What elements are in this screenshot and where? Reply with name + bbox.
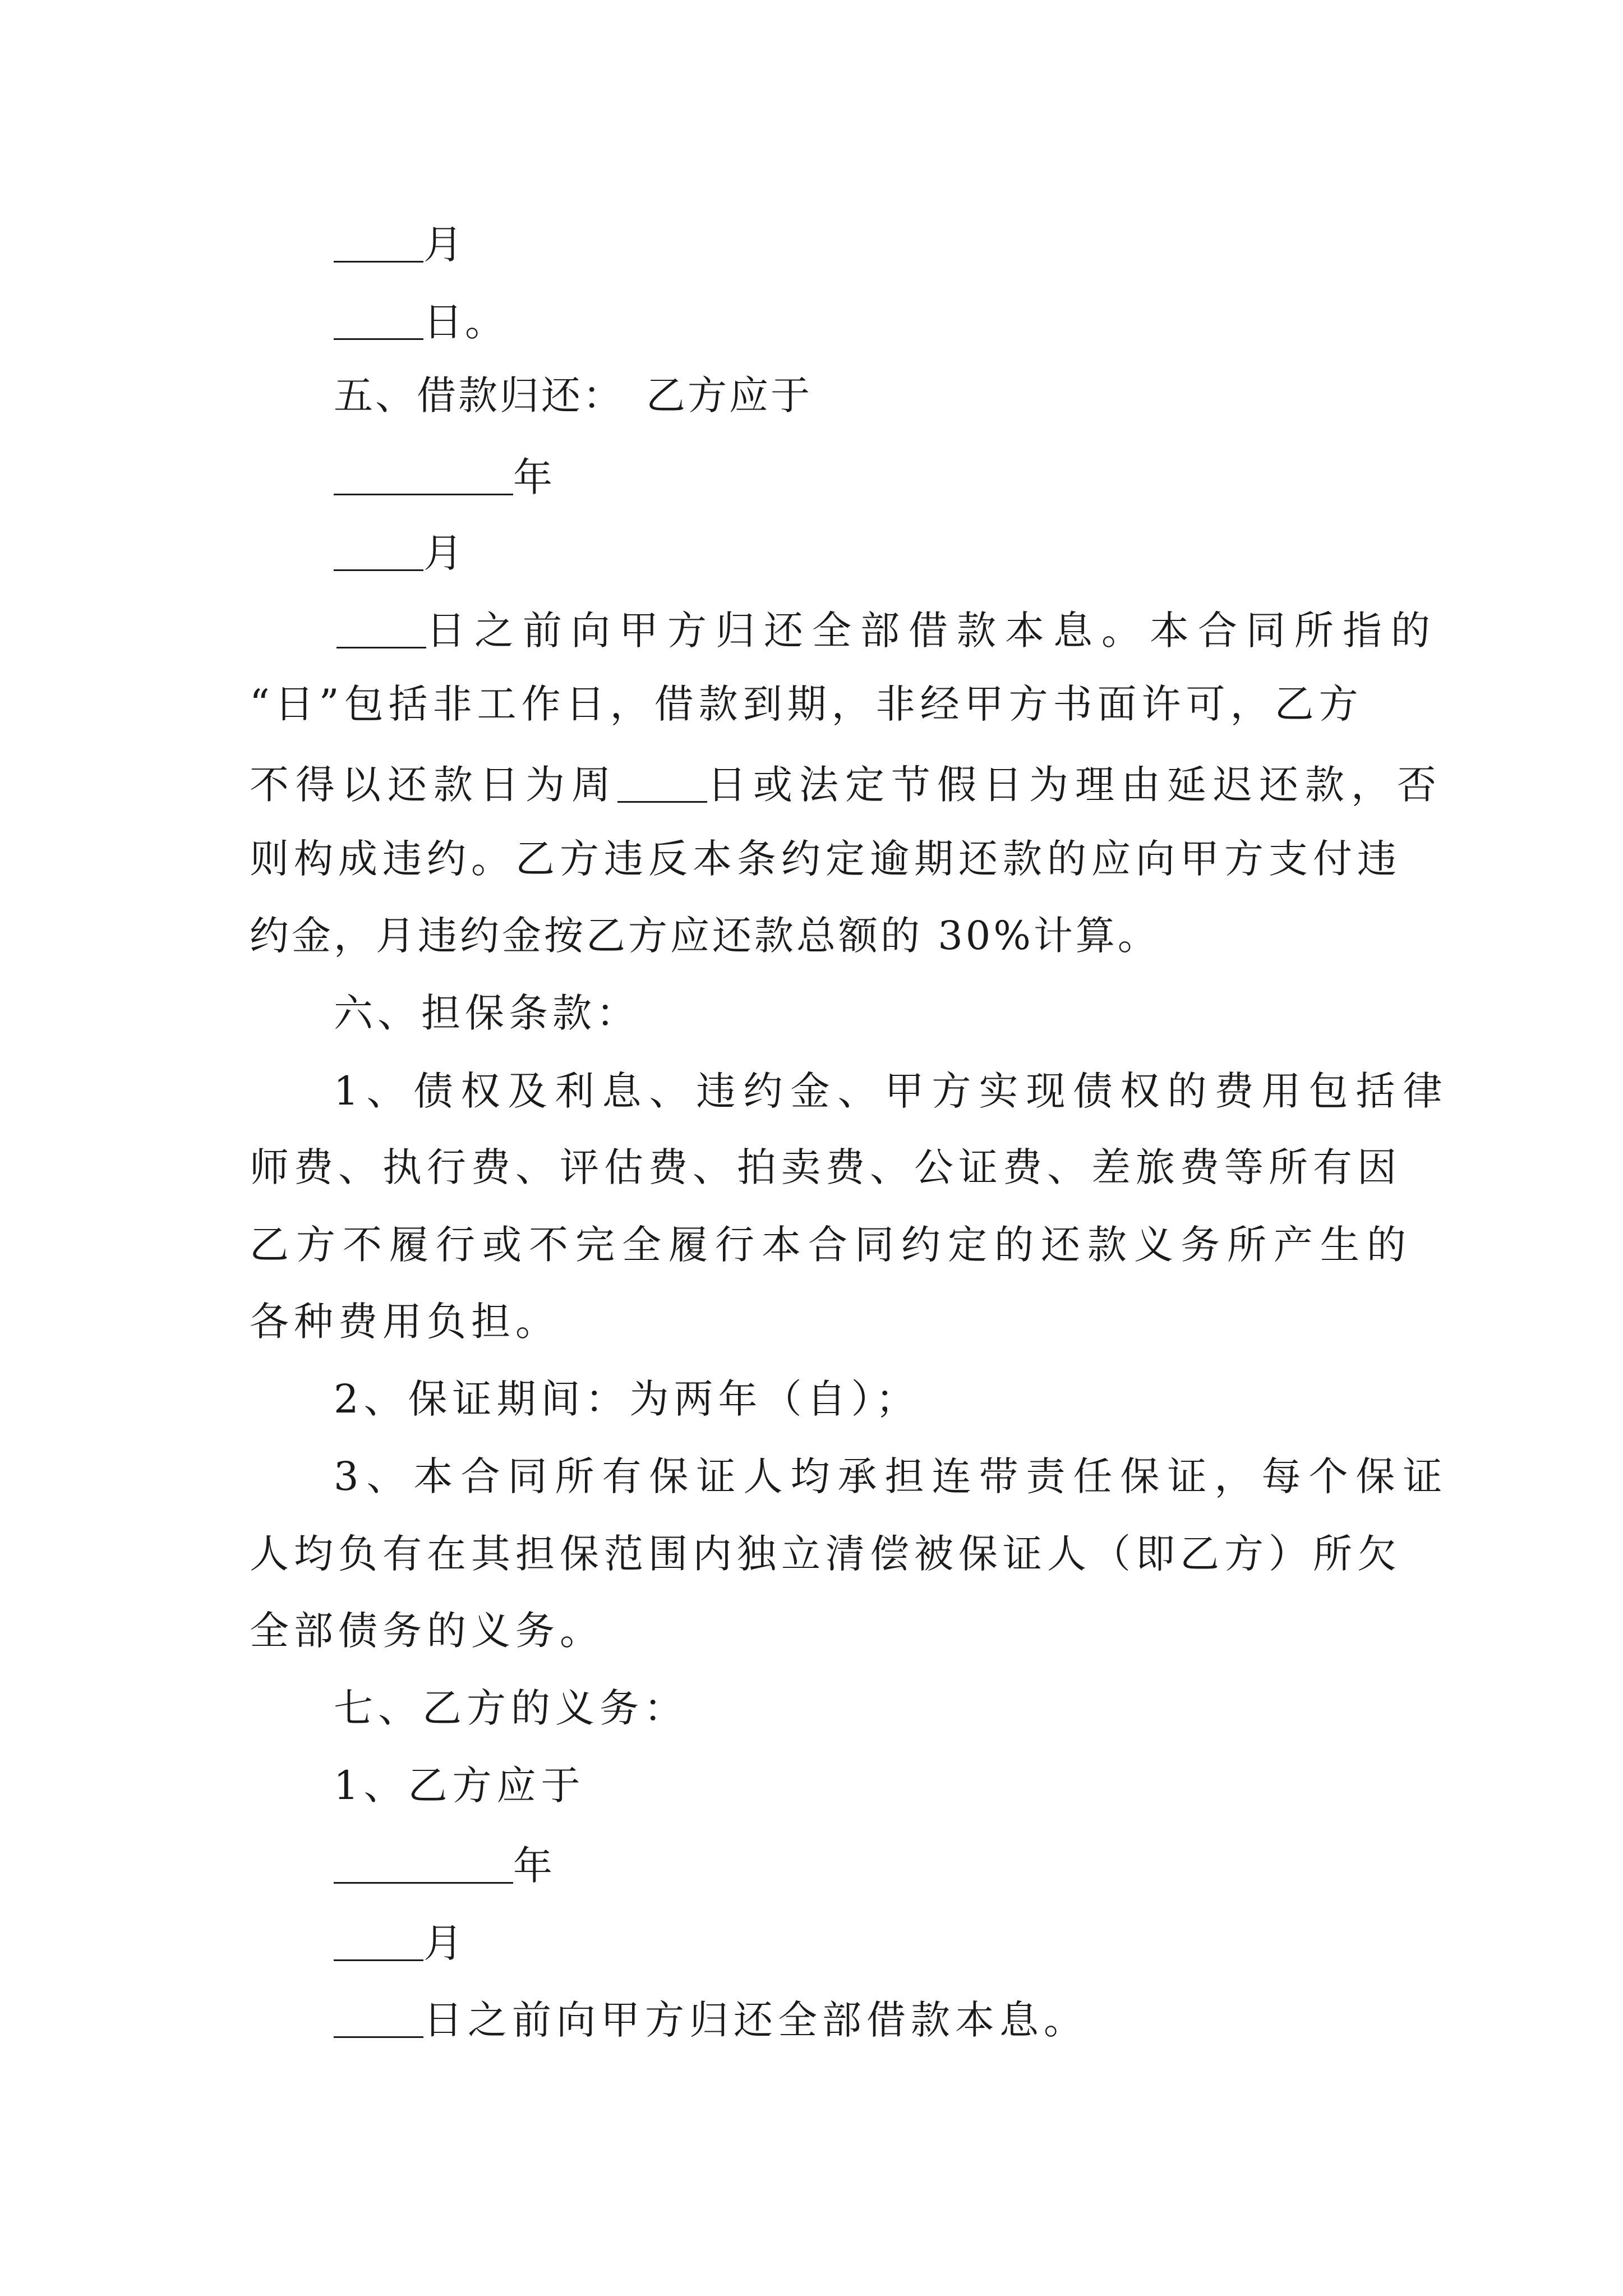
fill-blank xyxy=(334,299,423,340)
paragraph-line xyxy=(250,1299,1377,1345)
line-text: “日”包括非工作日，借款到期，非经甲方书面许可，乙方 xyxy=(250,681,1363,727)
fill-blank xyxy=(334,1843,513,1884)
line-text: 3、本合同所有保证人均承担连带责任保证，每个保证 xyxy=(334,1453,1450,1499)
line-text: 约金，月违约金按乙方应还款总额的 30%计算。 xyxy=(250,913,1160,959)
line-text: 日之前向甲方归还全部借款本息。 xyxy=(423,1997,1088,2043)
fill-blank xyxy=(336,608,426,648)
fill-blank xyxy=(334,530,423,571)
line-text: 五、借款归还： 乙方应于 xyxy=(334,372,812,418)
line-text: 日或法定节假日为理由延迟还款，否 xyxy=(707,762,1443,808)
paragraph-line xyxy=(250,1144,1401,1190)
paragraph-line xyxy=(334,1453,1450,1499)
blank-month-line-1 xyxy=(334,222,465,268)
line-text: 1、乙方应于 xyxy=(334,1763,585,1809)
line-text: 2、保证期间：为两年（自）； xyxy=(334,1376,920,1422)
line-text: 六、担保条款： xyxy=(334,990,640,1036)
line-text: 年 xyxy=(513,454,555,500)
fill-blank xyxy=(334,454,513,495)
paragraph-line xyxy=(334,1997,1088,2043)
line-text: 月 xyxy=(423,222,465,268)
line-text: 全部债务的义务。 xyxy=(250,1608,604,1654)
line-text: 人均负有在其担保范围内独立清偿被保证人（即乙方）所欠 xyxy=(250,1531,1401,1577)
fill-blank xyxy=(617,762,707,803)
paragraph-line xyxy=(250,1531,1401,1577)
blank-year-line-1 xyxy=(334,454,555,500)
line-text: 则构成违约。乙方违反本条约定逾期还款的应向甲方支付违 xyxy=(250,836,1401,882)
line-text: 日。 xyxy=(423,299,506,345)
line-text: 七、乙方的义务： xyxy=(334,1685,688,1731)
blank-month-line-2 xyxy=(334,530,465,576)
paragraph-line xyxy=(250,913,1377,959)
line-text: 各种费用负担。 xyxy=(250,1299,560,1345)
section-5-heading xyxy=(334,372,812,418)
line-text: 日之前向甲方归还全部借款本息。本合同所指的 xyxy=(426,608,1439,654)
paragraph-line xyxy=(334,1376,920,1422)
fill-blank xyxy=(334,1997,423,2038)
fill-blank xyxy=(334,222,423,263)
line-text: 不得以还款日为周 xyxy=(250,762,617,808)
blank-year-line-2 xyxy=(334,1843,555,1889)
paragraph-line xyxy=(336,608,1439,654)
paragraph-line xyxy=(250,836,1401,882)
paragraph-line xyxy=(334,1068,1450,1114)
blank-day-line-1 xyxy=(334,299,506,345)
section-6-heading xyxy=(334,990,640,1036)
line-text: 1、债权及利息、违约金、甲方实现债权的费用包括律 xyxy=(334,1068,1450,1114)
line-text: 乙方不履行或不完全履行本合同约定的还款义务所产生的 xyxy=(250,1222,1413,1268)
paragraph-line xyxy=(250,762,1443,808)
line-text: 月 xyxy=(423,530,465,576)
paragraph-line xyxy=(250,1608,1377,1654)
line-text: 月 xyxy=(423,1920,465,1966)
paragraph-line xyxy=(334,1763,585,1809)
fill-blank xyxy=(334,1920,423,1961)
paragraph-line xyxy=(250,681,1377,727)
blank-month-line-3 xyxy=(334,1920,465,1966)
line-text: 年 xyxy=(513,1843,555,1889)
section-7-heading xyxy=(334,1685,688,1731)
line-text: 师费、执行费、评估费、拍卖费、公证费、差旅费等所有因 xyxy=(250,1144,1401,1190)
paragraph-line xyxy=(250,1222,1413,1268)
